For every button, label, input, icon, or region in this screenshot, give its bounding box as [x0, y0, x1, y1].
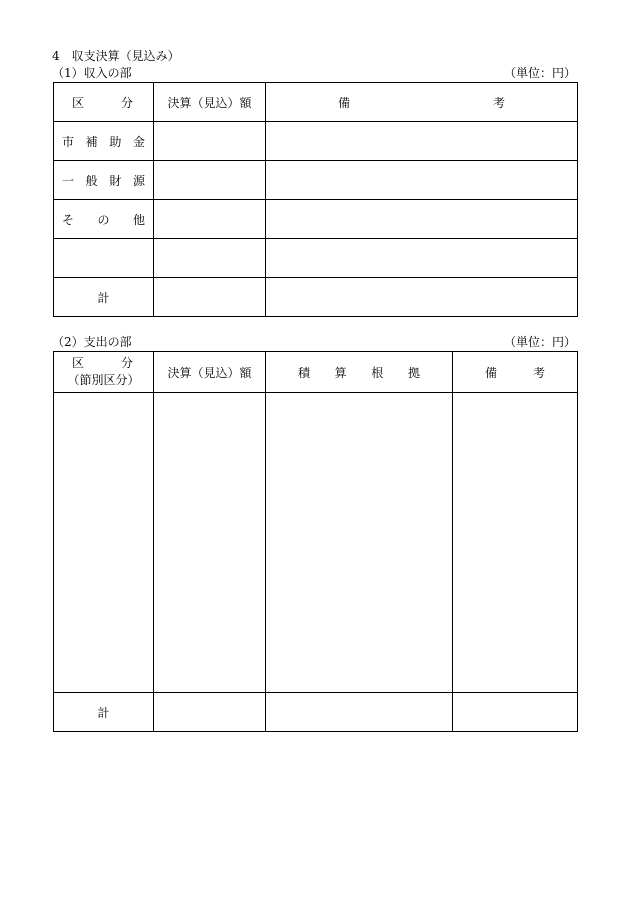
expense-header-basis: 積 算 根 拠 [266, 352, 453, 393]
expense-header-category-sub: （節別区分） [67, 373, 140, 387]
income-total-amount-cell[interactable] [154, 278, 266, 317]
expense-section-caption: （2）支出の部 [52, 335, 132, 349]
income-row-category: 市 補 助 金 [54, 122, 154, 161]
expense-body-basis-cell[interactable] [266, 393, 453, 693]
income-header-row [54, 83, 578, 122]
income-row-remarks-cell[interactable] [266, 200, 578, 239]
income-row-amount-cell[interactable] [154, 200, 266, 239]
expense-total-amount-cell[interactable] [154, 693, 266, 732]
income-row-remarks-cell[interactable] [266, 239, 578, 278]
expense-body-amount-cell[interactable] [154, 393, 266, 693]
income-total-remarks-cell[interactable] [266, 278, 578, 317]
income-row-remarks-cell[interactable] [266, 161, 578, 200]
income-row-general-funds [54, 161, 578, 200]
income-header-remarks: 備 考 [266, 83, 578, 122]
expense-header-remarks: 備 考 [453, 352, 578, 393]
income-section-caption: （1）収入の部 [52, 66, 132, 80]
income-row-amount-cell[interactable] [154, 239, 266, 278]
expense-unit-note: （単位：円） [503, 335, 576, 349]
income-total-label: 計 [54, 278, 154, 317]
expense-table [53, 351, 578, 732]
income-header-category: 区 分 [54, 83, 154, 122]
income-header-amount: 決算（見込）額 [154, 83, 266, 122]
expense-body-remarks-cell[interactable] [453, 393, 578, 693]
expense-total-remarks-cell[interactable] [453, 693, 578, 732]
expense-header-amount: 決算（見込）額 [154, 352, 266, 393]
expense-total-label: 計 [54, 693, 154, 732]
income-row-remarks-cell[interactable] [266, 122, 578, 161]
income-row-blank [54, 239, 578, 278]
income-row-amount-cell[interactable] [154, 122, 266, 161]
income-table [53, 82, 578, 317]
expense-total-row [54, 693, 578, 732]
expense-body-row [54, 393, 578, 693]
expense-header-row [54, 352, 578, 393]
income-row-amount-cell[interactable] [154, 161, 266, 200]
page-title: 4 収支決算（見込み） [52, 49, 180, 63]
income-unit-note: （単位：円） [503, 66, 576, 80]
income-row-category: 一 般 財 源 [54, 161, 154, 200]
income-row-category: そ の 他 [54, 200, 154, 239]
income-row-category-blank[interactable] [54, 239, 154, 278]
income-total-row [54, 278, 578, 317]
income-row-other [54, 200, 578, 239]
expense-body-category-cell[interactable] [54, 393, 154, 693]
income-row-city-subsidy [54, 122, 578, 161]
expense-total-basis-cell[interactable] [266, 693, 453, 732]
expense-header-category: 区 分 （節別区分） [54, 352, 154, 393]
